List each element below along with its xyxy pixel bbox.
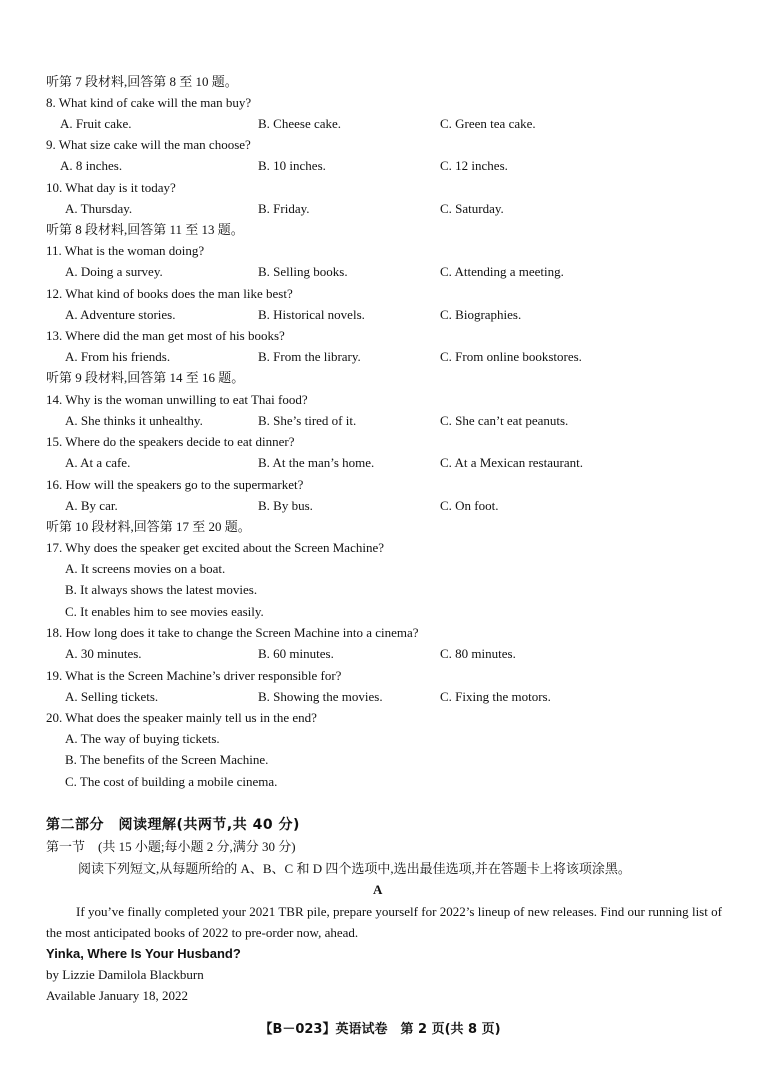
option-b: B. Showing the movies. bbox=[258, 689, 383, 704]
option-c: C. Saturday. bbox=[440, 201, 504, 216]
option-c: C. Fixing the motors. bbox=[440, 689, 551, 704]
option-c: C. Green tea cake. bbox=[440, 116, 536, 131]
option-c: C. Attending a meeting. bbox=[440, 264, 564, 279]
option-c: C. 12 inches. bbox=[440, 158, 508, 173]
option-b: B. By bus. bbox=[258, 498, 313, 513]
group-header: 听第 9 段材料,回答第 14 至 16 题。 bbox=[46, 370, 245, 385]
question-13: 13. Where did the man get most of his books? bbox=[46, 328, 285, 343]
option-a: A. Thursday. bbox=[65, 201, 133, 216]
option-a: A. She thinks it unhealthy. bbox=[65, 413, 203, 428]
option-a: A. The way of buying tickets. bbox=[65, 731, 220, 746]
option-a: A. 8 inches. bbox=[60, 158, 123, 173]
book-title: Yinka, Where Is Your Husband? bbox=[46, 946, 241, 961]
question-9: 9. What size cake will the man choose? bbox=[46, 137, 251, 152]
option-a: A. Doing a survey. bbox=[65, 264, 163, 279]
option-a: A. From his friends. bbox=[65, 349, 171, 364]
page-footer: 【B－023】英语试卷 第 2 页(共 8 页) bbox=[259, 1022, 501, 1037]
option-b: B. 60 minutes. bbox=[258, 646, 334, 661]
option-b: B. 10 inches. bbox=[258, 158, 326, 173]
option-a: A. By car. bbox=[65, 498, 118, 513]
question-11: 11. What is the woman doing? bbox=[46, 243, 205, 258]
option-c: C. She can’t eat peanuts. bbox=[440, 413, 569, 428]
option-c: C. From online bookstores. bbox=[440, 349, 582, 364]
option-c: C. Biographies. bbox=[440, 307, 522, 322]
option-b: B. Cheese cake. bbox=[258, 116, 342, 131]
option-b: B. The benefits of the Screen Machine. bbox=[65, 752, 269, 767]
option-b: B. From the library. bbox=[258, 349, 361, 364]
question-20: 20. What does the speaker mainly tell us in the end? bbox=[46, 710, 317, 725]
option-b: B. Historical novels. bbox=[258, 307, 365, 322]
option-b: B. At the man’s home. bbox=[258, 455, 375, 470]
question-12: 12. What kind of books does the man like best? bbox=[46, 286, 293, 301]
option-a: A. Fruit cake. bbox=[60, 116, 132, 131]
option-a: A. At a cafe. bbox=[65, 455, 131, 470]
option-a: A. It screens movies on a boat. bbox=[65, 561, 226, 576]
option-c: C. It enables him to see movies easily. bbox=[65, 604, 264, 619]
option-b: B. It always shows the latest movies. bbox=[65, 582, 258, 597]
question-15: 15. Where do the speakers decide to eat dinner? bbox=[46, 434, 295, 449]
question-10: 10. What day is it today? bbox=[46, 180, 176, 195]
section-title: 第一节 (共 15 小题;每小题 2 分,满分 30 分) bbox=[46, 839, 296, 854]
option-c: C. On foot. bbox=[440, 498, 499, 513]
question-16: 16. How will the speakers go to the supermarket? bbox=[46, 477, 304, 492]
question-19: 19. What is the Screen Machine’s driver responsible for? bbox=[46, 668, 342, 683]
instruction: 阅读下列短文,从每题所给的 A、B、C 和 D 四个选项中,选出最佳选项,并在答题卡上将该项涂黑。 bbox=[78, 861, 631, 876]
option-b: B. She’s tired of it. bbox=[258, 413, 357, 428]
part-title: 第二部分 阅读理解(共两节,共 40 分) bbox=[46, 817, 300, 833]
option-a: A. 30 minutes. bbox=[65, 646, 142, 661]
group-header: 听第 10 段材料,回答第 17 至 20 题。 bbox=[46, 519, 251, 534]
option-c: C. The cost of building a mobile cinema. bbox=[65, 774, 278, 789]
option-c: C. 80 minutes. bbox=[440, 646, 516, 661]
book-date: Available January 18, 2022 bbox=[46, 988, 188, 1003]
question-17: 17. Why does the speaker get excited about the Screen Machine? bbox=[46, 540, 384, 555]
question-8: 8. What kind of cake will the man buy? bbox=[46, 95, 252, 110]
group-header: 听第 8 段材料,回答第 11 至 13 题。 bbox=[46, 222, 244, 237]
option-a: A. Selling tickets. bbox=[65, 689, 159, 704]
group-header: 听第 7 段材料,回答第 8 至 10 题。 bbox=[46, 74, 238, 89]
question-18: 18. How long does it take to change the Screen Machine into a cinema? bbox=[46, 625, 419, 640]
passage-label: A bbox=[373, 882, 383, 897]
option-c: C. At a Mexican restaurant. bbox=[440, 455, 583, 470]
option-b: B. Friday. bbox=[258, 201, 310, 216]
question-14: 14. Why is the woman unwilling to eat Thai food? bbox=[46, 392, 308, 407]
option-b: B. Selling books. bbox=[258, 264, 348, 279]
option-a: A. Adventure stories. bbox=[65, 307, 176, 322]
passage-intro: If you’ve finally completed your 2021 TBR pile, prepare yourself for 2022’s lineup of new releases. Find our running list of the most anticipated books of 2022 to pre-order now, ahead. bbox=[46, 904, 722, 940]
book-author: by Lizzie Damilola Blackburn bbox=[46, 967, 204, 982]
